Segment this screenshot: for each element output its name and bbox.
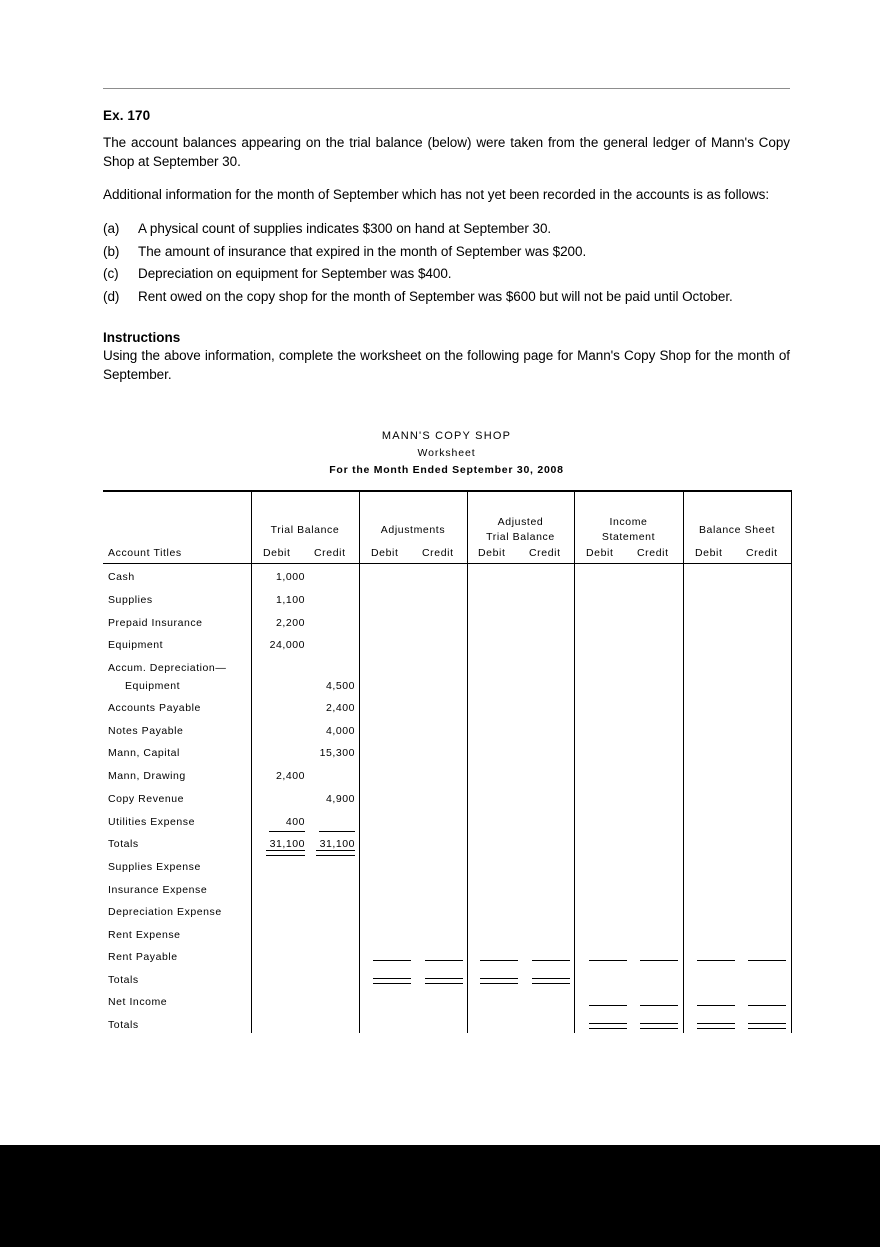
cell-amount: 31,100: [269, 838, 305, 850]
subtotal-rule-bs-debit: [697, 960, 735, 961]
subtotal-rule-bs-credit: [748, 960, 786, 961]
netincome-rule-is-credit: [640, 1005, 678, 1006]
group-label-line1: Adjusted: [497, 516, 544, 528]
group-label-line1: Trial Balance: [270, 524, 340, 536]
worksheet-subtitle: Worksheet: [417, 447, 476, 459]
cell-amount: 2,200: [275, 617, 305, 629]
table-row: Rent Payable: [108, 951, 178, 963]
table-row: Totals: [108, 974, 139, 986]
worksheet-company-name: MANN'S COPY SHOP: [381, 430, 512, 442]
exercise-heading: Ex. 170: [103, 108, 151, 123]
total-double-rule-tb-debit: [266, 850, 305, 856]
table-row: Utilities Expense: [108, 816, 195, 828]
subheader-debit-adjusted-trial-balance: Debit: [478, 547, 506, 559]
subheader-debit-trial-balance: Debit: [263, 547, 291, 559]
group-label-line2: Statement: [601, 531, 656, 543]
subheader-debit-balance-sheet: Debit: [695, 547, 723, 559]
total-double-rule-tb-credit: [316, 850, 355, 856]
list-item-text: Rent owed on the copy shop for the month of September was $600 but will not be paid until October.: [138, 288, 733, 304]
table-row: Rent Expense: [108, 929, 181, 941]
subheader-credit-adjusted-trial-balance: Credit: [529, 547, 561, 559]
column-divider-4: [574, 490, 575, 1033]
worksheet-table: [103, 490, 792, 1033]
total-double-rule-is-credit: [640, 1023, 678, 1029]
table-row: Equipment: [108, 639, 164, 651]
subtotal-rule-atb-debit: [480, 960, 518, 961]
cell-amount: 2,400: [325, 702, 355, 714]
subtotal-rule-adj-credit: [425, 960, 463, 961]
column-divider-6: [791, 490, 792, 1033]
column-divider-2: [359, 490, 360, 1033]
table-row: Cash: [108, 571, 135, 583]
total-double-rule-bs-debit: [697, 1023, 735, 1029]
list-item-text: A physical count of supplies indicates $300 on hand at September 30.: [138, 221, 552, 236]
subheader-credit-income-statement: Credit: [637, 547, 669, 559]
list-item: [103, 241, 790, 264]
total-double-rule-atb-debit: [480, 978, 518, 984]
subheader-credit-trial-balance: Credit: [314, 547, 346, 559]
table-row: Accum. Depreciation—: [108, 662, 227, 674]
column-group-header-adjusted-trial-balance: [467, 515, 574, 545]
table-row: Equipment: [125, 680, 181, 692]
table-row: Insurance Expense: [108, 884, 208, 896]
column-group-header-trial-balance: [251, 523, 359, 538]
subheader-debit-income-statement: Debit: [586, 547, 614, 559]
table-row: Mann, Drawing: [108, 770, 186, 782]
cell-amount: 2,400: [275, 770, 305, 782]
list-item-text: The amount of insurance that expired in the month of September was $200.: [138, 243, 587, 259]
total-double-rule-adj-debit: [373, 978, 411, 984]
table-row: Totals: [108, 1019, 139, 1031]
table-row: Net Income: [108, 996, 168, 1008]
list-item-text: Depreciation on equipment for September was $400.: [138, 266, 452, 281]
list-item-marker: (c): [103, 266, 119, 281]
table-row: Supplies: [108, 594, 153, 606]
subtotal-rule-tb-credit: [319, 831, 355, 832]
table-row: Notes Payable: [108, 725, 184, 737]
total-double-rule-adj-credit: [425, 978, 463, 984]
list-item: [103, 263, 790, 286]
cell-amount: 400: [285, 816, 305, 828]
list-item-marker: (a): [103, 221, 120, 236]
table-row: Totals: [108, 838, 139, 850]
cell-amount: 4,000: [325, 725, 355, 737]
prose-block: [103, 108, 790, 398]
cell-amount: 15,300: [319, 747, 355, 759]
subtotal-rule-tb-debit: [269, 831, 305, 832]
cell-amount: 4,900: [325, 793, 355, 805]
instructions-paragraph: Using the above information, complete the worksheet on the following page for Mann's Copy Shop for the month of September.: [103, 348, 790, 382]
table-top-border: [103, 490, 792, 492]
netincome-rule-is-debit: [589, 1005, 627, 1006]
list-item-marker: (b): [103, 243, 120, 259]
account-titles-header: Account Titles: [108, 547, 182, 559]
page-bottom-band: [0, 1145, 880, 1247]
worksheet-period: For the Month Ended September 30, 2008: [329, 464, 564, 476]
cell-amount: 4,500: [325, 680, 355, 692]
cell-amount: 24,000: [269, 639, 305, 651]
list-item: [103, 286, 790, 309]
cell-amount: 1,000: [275, 571, 305, 583]
subtotal-rule-is-credit: [640, 960, 678, 961]
subtotal-rule-atb-credit: [532, 960, 570, 961]
total-double-rule-atb-credit: [532, 978, 570, 984]
subheader-credit-adjustments: Credit: [422, 547, 454, 559]
table-row: Supplies Expense: [108, 861, 201, 873]
subtotal-rule-is-debit: [589, 960, 627, 961]
table-row: Copy Revenue: [108, 793, 185, 805]
subtotal-rule-adj-debit: [373, 960, 411, 961]
group-label-line2: Trial Balance: [486, 531, 555, 543]
page-header-rule: [103, 88, 790, 89]
column-group-header-adjustments: [359, 523, 467, 538]
group-label-line1: Adjustments: [380, 524, 446, 536]
table-row: Accounts Payable: [108, 702, 201, 714]
instructions-heading: Instructions: [103, 330, 181, 345]
column-divider-5: [683, 490, 684, 1033]
group-label-line1: Balance Sheet: [698, 524, 776, 536]
worksheet-titles: [103, 428, 790, 479]
intro-paragraph-1: The account balances appearing on the trial balance (below) were taken from the general ledger of Mann's Copy Shop at September 30.: [103, 135, 790, 169]
group-label-line1: Income: [609, 516, 648, 528]
cell-amount: 31,100: [319, 838, 355, 850]
column-group-header-balance-sheet: [683, 523, 791, 538]
additional-info-list: [103, 218, 790, 308]
total-double-rule-is-debit: [589, 1023, 627, 1029]
table-row: Mann, Capital: [108, 747, 180, 759]
cell-amount: 1,100: [275, 594, 305, 606]
table-header-separator: [103, 563, 792, 564]
netincome-rule-bs-credit: [748, 1005, 786, 1006]
table-row: Prepaid Insurance: [108, 617, 203, 629]
column-divider-1: [251, 490, 252, 1033]
column-group-header-income-statement: [574, 515, 683, 545]
table-row: Depreciation Expense: [108, 906, 222, 918]
netincome-rule-bs-debit: [697, 1005, 735, 1006]
total-double-rule-bs-credit: [748, 1023, 786, 1029]
subheader-debit-adjustments: Debit: [371, 547, 399, 559]
subheader-credit-balance-sheet: Credit: [746, 547, 778, 559]
column-divider-3: [467, 490, 468, 1033]
list-item-marker: (d): [103, 288, 120, 304]
list-item: [103, 218, 790, 241]
intro-paragraph-2: Additional information for the month of September which has not yet been recorded in the accounts is as follows:: [103, 187, 770, 202]
